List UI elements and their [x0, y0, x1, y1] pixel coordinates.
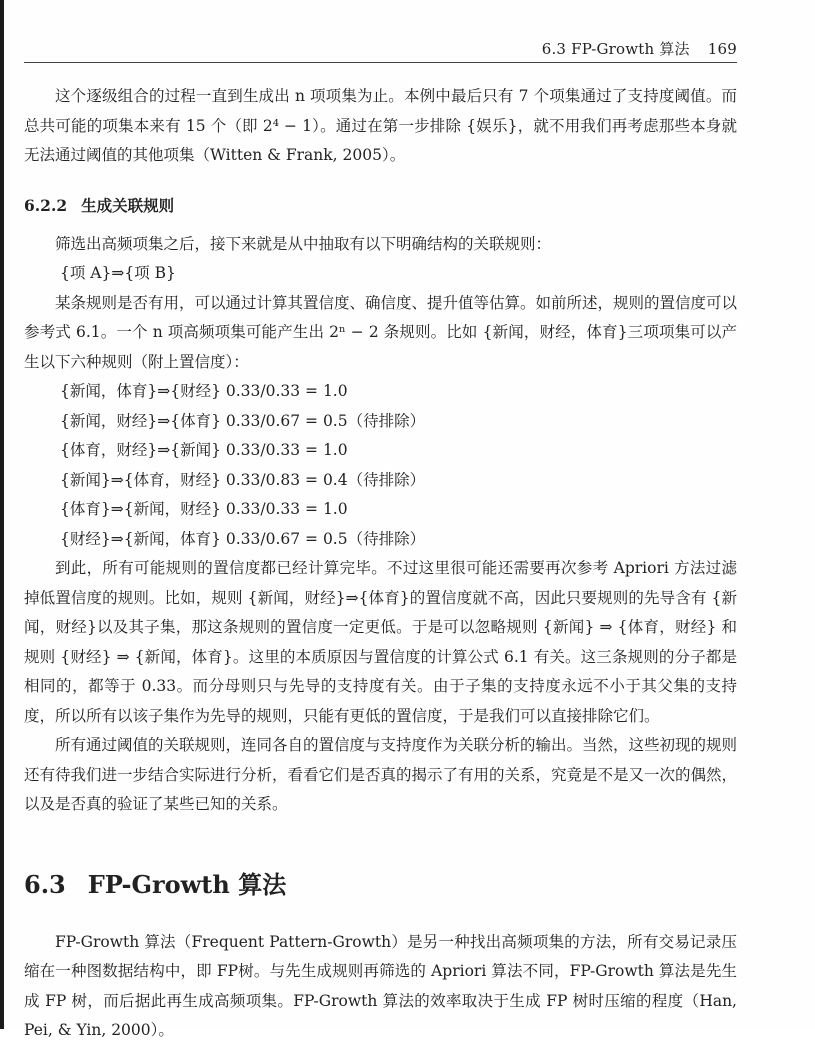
rule-line: {财经}⇒{新闻，体育} 0.33/0.67 = 0.5（待排除） [60, 529, 426, 548]
paragraph-6: FP-Growth 算法（Frequent Pattern-Growth）是另一种找出高频项集的方法，所有交易记录压缩在一种图数据结构中，即 FP树。与先生成规则再筛选的 Apriori 算法不同，FP-Growth 算法是先生成 FP 树，而后据此再生成高频项集。FP-Growth 算法的效率取决于生成 FP 树时压缩的程度（Han, Pei, & Yin, 2000）。 [24, 932, 737, 1039]
subsection-heading [24, 191, 737, 220]
rule-line: {新闻，体育}⇒{财经} 0.33/0.33 = 1.0 [60, 382, 348, 400]
section-number: 6.3 [24, 869, 66, 899]
page-content [24, 82, 737, 1046]
page-number: 169 [707, 40, 737, 58]
running-header [24, 36, 737, 63]
subsection-number: 6.2.2 [24, 195, 68, 215]
paragraph-4: 到此，所有可能规则的置信度都已经计算完毕。不过这里很可能还需要再次参考 Apriori 方法过滤掉低置信度的规则。比如，规则 {新闻，财经}⇒{体育}的置信度就不高，因此只要规则的先导含有 {新闻，财经}以及其子集，那这条规则的置信度一定更低。于是可以忽略规则 {新闻} ⇒ {体育，财经} 和规则 {财经} ⇒ {新闻，体育}。这里的本质原因与置信度的计算公式 6.1 有关。这三条规则的分子都是相同的，都等于 0.33。而分母则只与先导的支持度有关。由于子集的支持度永远不小于其父集的支持度，所以所有以该子集作为先导的规则，只能有更低的置信度，于是我们可以直接排除它们。 [24, 559, 737, 725]
paragraph-2: 筛选出高频项集之后，接下来就是从中抽取有以下明确结构的关联规则： [55, 234, 552, 253]
rule-line: {新闻}⇒{体育，财经} 0.33/0.83 = 0.4（待排除） [60, 470, 426, 489]
paragraph-3: 某条规则是否有用，可以通过计算其置信度、确信度、提升值等估算。如前所述，规则的置信度可以参考式 6.1。一个 n 项高频项集可能产生出 2ⁿ − 2 条规则。比如 {新闻，财经，体育}三项项集可以产生以下六种规则（附上置信度）： [24, 293, 738, 371]
header-section: 6.3 FP-Growth 算法 [541, 40, 690, 58]
header-text [542, 38, 737, 59]
page-edge-shadow [0, 0, 4, 1029]
rule-line: {体育}⇒{新闻，财经} 0.33/0.33 = 1.0 [60, 500, 348, 518]
rule-line: {新闻，财经}⇒{体育} 0.33/0.67 = 0.5（待排除） [60, 411, 426, 430]
section-heading [24, 868, 737, 902]
subsection-title: 生成关联规则 [81, 195, 175, 215]
rule-line: {体育，财经}⇒{新闻} 0.33/0.33 = 1.0 [60, 441, 348, 459]
paragraph-5: 所有通过阈值的关联规则，连同各自的置信度与支持度作为关联分析的输出。当然，这些初现的规则还有待我们进一步结合实际进行分析，看看它们是否真的揭示了有用的关系，究竟是不是又一次的偶然，以及是否真的验证了某些已知的关系。 [24, 736, 738, 813]
section-title: FP-Growth 算法 [87, 869, 287, 899]
paragraph-1: 这个逐级组合的过程一直到生成出 n 项项集为止。本例中最后只有 7 个项集通过了支持度阈值。而总共可能的项集本来有 15 个（即 2⁴ − 1）。通过在第一步排除 {娱乐}，就不用我们再考虑那些本身就无法通过阈值的其他项集（Witten & Frank, 2005）。 [24, 87, 737, 164]
rule-form: {项 A}⇒{项 B} [60, 264, 176, 282]
